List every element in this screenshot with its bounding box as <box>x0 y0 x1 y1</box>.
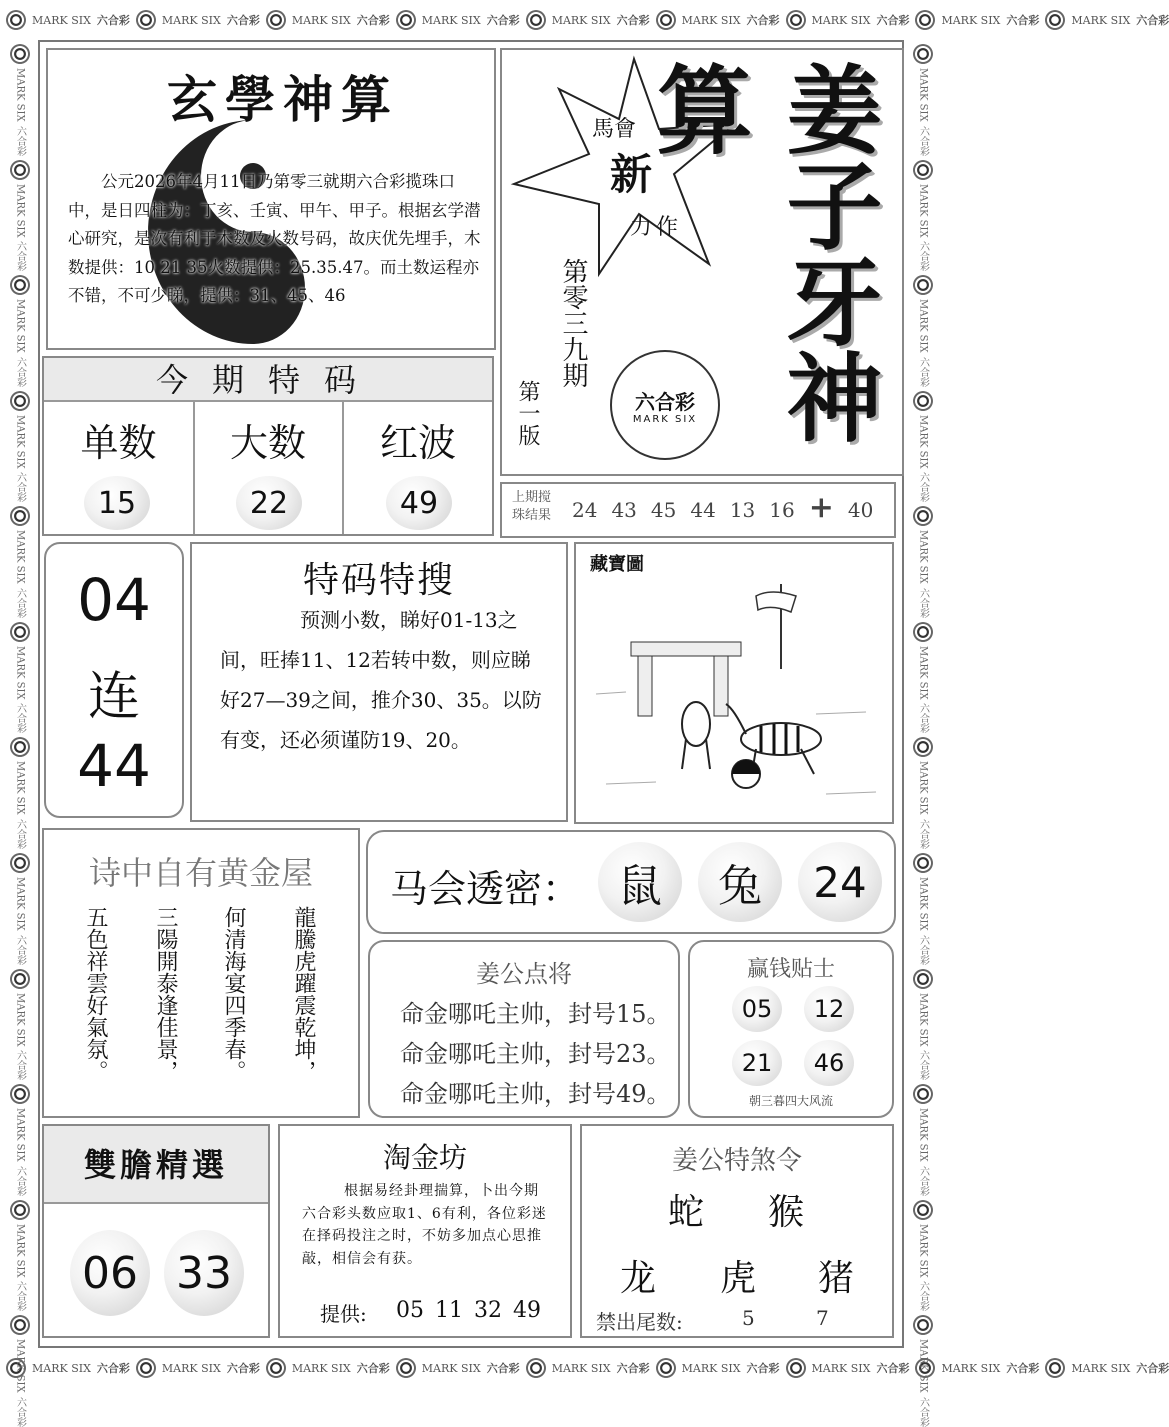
special-panel <box>42 356 494 536</box>
logo-text: 六合彩 <box>635 390 695 414</box>
flower-icon <box>786 10 806 30</box>
lian-panel <box>44 542 184 818</box>
border-mark-text: MARK SIX <box>811 1361 871 1375</box>
flower-icon <box>913 1084 933 1104</box>
flower-icon <box>915 10 935 30</box>
special-result-number: 40 <box>847 498 874 522</box>
border-brand-text: 六合彩 <box>14 125 26 156</box>
border-brand-text: 六合彩 <box>96 1362 130 1375</box>
border-mark-text: MARK SIX <box>14 530 26 584</box>
line-text: 命金哪吒主帅，封号 <box>400 1040 616 1068</box>
border-brand-text: 六合彩 <box>1006 14 1040 27</box>
flower-icon <box>913 160 933 180</box>
taojin-title: 淘金坊 <box>382 1141 467 1174</box>
treasure-panel <box>574 542 894 824</box>
border-brand-text: 六合彩 <box>917 472 929 503</box>
flower-icon <box>396 1358 416 1378</box>
border-brand-text: 六合彩 <box>917 1281 929 1312</box>
border-brand-text: 六合彩 <box>917 125 929 156</box>
jianggong-panel <box>368 940 680 1118</box>
poem-line: 何清海宴四季春。 <box>221 906 246 1082</box>
border-brand-text: 六合彩 <box>917 934 929 965</box>
flower-icon <box>10 622 30 642</box>
special-ball: 15 <box>84 476 150 530</box>
border-brand-text: 六合彩 <box>917 356 929 387</box>
issue-number: 第零三九期 <box>558 258 588 388</box>
win-footer: 朝三暮四大风流 <box>748 1094 833 1108</box>
poem-line: 五色祥雲好氣氛。 <box>83 906 108 1082</box>
lian-mid: 连 <box>87 667 140 727</box>
plus-sign: + <box>808 490 834 525</box>
masthead-panel <box>500 48 904 476</box>
label-line: 上期搅 <box>512 490 552 505</box>
masthead-title: 姜子牙神算 <box>641 60 884 444</box>
flower-icon <box>913 853 933 873</box>
last-result-numbers <box>572 490 874 525</box>
border-mark-text: MARK SIX <box>681 1361 741 1375</box>
result-number: 44 <box>690 498 716 522</box>
line-number: 15 <box>616 1000 647 1028</box>
flower-icon <box>656 10 676 30</box>
border-mark-text: MARK SIX <box>421 13 481 27</box>
border-brand-text: 六合彩 <box>917 587 929 618</box>
border-mark-text: MARK SIX <box>14 299 26 353</box>
flower-icon <box>913 44 933 64</box>
border-brand-text: 六合彩 <box>876 1362 910 1375</box>
border-brand-text: 六合彩 <box>226 14 260 27</box>
last-result-label <box>512 489 551 525</box>
jianggong-title: 姜公点将 <box>476 960 572 988</box>
border-brand-text: 六合彩 <box>1006 1362 1040 1375</box>
shaling-zodiac: 蛇 <box>668 1192 705 1233</box>
border-mark-text: MARK SIX <box>14 1339 26 1393</box>
shaling-tail-label: 禁出尾数: <box>596 1310 683 1334</box>
border-brand-text: 六合彩 <box>917 818 929 849</box>
shaling-tail-number: 5 <box>742 1306 755 1330</box>
border-mark-text: MARK SIX <box>551 1361 611 1375</box>
border-brand-text: 六合彩 <box>14 703 26 734</box>
flower-icon <box>526 1358 546 1378</box>
flower-icon <box>10 1315 30 1335</box>
lian-top: 04 <box>77 566 151 634</box>
border-mark-text: MARK SIX <box>14 1108 26 1162</box>
flower-icon <box>266 1358 286 1378</box>
taojin-provide-numbers: 05 11 32 49 <box>396 1298 541 1323</box>
shuangdan-ball: 06 <box>70 1230 150 1316</box>
border-mark-text: MARK SIX <box>811 13 871 27</box>
border-mark-text: MARK SIX <box>14 183 26 238</box>
flower-icon <box>913 737 933 757</box>
border-brand-text: 六合彩 <box>14 1165 26 1196</box>
border-brand-text: 六合彩 <box>356 1362 390 1375</box>
border-mark-text: MARK SIX <box>917 876 929 931</box>
border-brand-text: 六合彩 <box>917 1396 929 1427</box>
xuanxue-title: 玄學神算 <box>167 70 399 129</box>
bottom-border <box>0 1348 1169 1388</box>
special-label-red: 红波 <box>379 421 456 465</box>
border-mark-text: MARK SIX <box>917 183 929 238</box>
secret-ball: 24 <box>798 842 882 922</box>
border-brand-text: 六合彩 <box>356 14 390 27</box>
label-line: 珠结果 <box>512 508 552 523</box>
border-mark-text: MARK SIX <box>32 13 91 27</box>
flower-icon <box>136 1358 156 1378</box>
border-mark-text: MARK SIX <box>917 1223 929 1278</box>
win-title: 赢钱贴士 <box>746 957 835 982</box>
flower-icon <box>913 391 933 411</box>
line-end: 。 <box>646 1040 671 1068</box>
flower-icon <box>1045 1358 1065 1378</box>
border-mark-text: MARK SIX <box>14 1223 26 1278</box>
border-brand-text: 六合彩 <box>1136 14 1169 27</box>
special-label-odd: 单数 <box>80 421 157 465</box>
border-mark-text: MARK SIX <box>917 761 929 815</box>
top-border <box>0 0 1169 40</box>
lian-bottom: 44 <box>77 732 151 800</box>
flower-icon <box>10 737 30 757</box>
border-mark-text: MARK SIX <box>161 13 221 27</box>
border-mark-text: MARK SIX <box>681 13 741 27</box>
result-number: 43 <box>611 498 637 522</box>
poem-title: 诗中自有黄金屋 <box>88 854 313 892</box>
border-brand-text: 六合彩 <box>14 241 26 272</box>
jianggong-line <box>400 1034 671 1074</box>
poem-line: 三陽開泰逢佳景， <box>153 906 178 1082</box>
border-mark-text: MARK SIX <box>917 530 929 584</box>
search-body: 预测小数，睇好01-13之间，旺捧11、12若转中数，则应睇好27—39之间，推介30、35。以防有变，还必须谨防19、20。 <box>220 608 542 752</box>
border-mark-text: MARK SIX <box>917 68 929 122</box>
border-brand-text: 六合彩 <box>14 472 26 503</box>
border-mark-text: MARK SIX <box>14 761 26 815</box>
secret-ball: 鼠 <box>598 842 682 922</box>
jianggong-lines <box>400 994 671 1114</box>
special-header: 今期特码 <box>44 358 492 402</box>
jianggong-line <box>400 994 671 1034</box>
special-label-big: 大数 <box>229 421 306 465</box>
win-ball: 46 <box>804 1040 854 1086</box>
treasure-illustration <box>586 574 886 814</box>
flower-icon <box>913 275 933 295</box>
border-brand-text: 六合彩 <box>746 1362 780 1375</box>
special-ball: 22 <box>236 476 302 530</box>
border-brand-text: 六合彩 <box>486 1362 520 1375</box>
star-center-text: 新 <box>610 150 653 199</box>
secret-label: 马会透密： <box>390 867 581 911</box>
flower-icon <box>10 275 30 295</box>
win-ball: 05 <box>732 986 782 1032</box>
border-mark-text: MARK SIX <box>917 1339 929 1393</box>
border-mark-text: MARK SIX <box>941 1361 1001 1375</box>
mark-six-logo <box>610 350 720 460</box>
shaling-zodiac: 虎 <box>720 1258 757 1299</box>
border-brand-text: 六合彩 <box>876 14 910 27</box>
shuangdan-ball: 33 <box>164 1230 244 1316</box>
flower-icon <box>10 969 30 989</box>
flower-icon <box>913 506 933 526</box>
poem-line: 龍騰虎躍震乾坤， <box>291 906 316 1082</box>
edition-label: 第一版 <box>515 380 540 446</box>
last-result-panel <box>500 482 896 538</box>
line-end: 。 <box>646 1080 671 1108</box>
border-mark-text: MARK SIX <box>917 992 929 1047</box>
xuanxue-panel <box>46 48 496 350</box>
border-brand-text: 六合彩 <box>14 1281 26 1312</box>
flower-icon <box>396 10 416 30</box>
jianggong-line <box>400 1074 671 1114</box>
border-mark-text: MARK SIX <box>14 414 26 469</box>
border-mark-text: MARK SIX <box>291 13 351 27</box>
logo-sub: MARK SIX <box>632 414 698 425</box>
shaling-zodiac: 龙 <box>620 1258 657 1299</box>
result-number: 45 <box>650 498 677 522</box>
border-mark-text: MARK SIX <box>917 299 929 353</box>
border-mark-text: MARK SIX <box>917 1108 929 1162</box>
flower-icon <box>526 10 546 30</box>
star-top-text: 馬會 <box>592 117 637 142</box>
border-mark-text: MARK SIX <box>32 1361 91 1375</box>
border-mark-text: MARK SIX <box>917 414 929 469</box>
xuanxue-body: 公元2026年4月11日乃第零三就期六合彩揽珠口中，是日四柱为：丁亥、壬寅、甲午、甲子。根据玄学潜心研究，是次有利于木数及火数号码，故庆优先埋手，木数提供：10 21 35火数提供：25.35.47。而土数运程亦不错，不可少睇，提供：31、45、46 <box>68 172 481 305</box>
special-ball: 49 <box>386 476 452 530</box>
shaling-title: 姜公特煞令 <box>671 1146 802 1176</box>
border-mark-text: MARK SIX <box>1071 13 1131 27</box>
shuangdan-panel <box>42 1124 270 1338</box>
border-mark-text: MARK SIX <box>917 645 929 700</box>
flower-icon <box>913 622 933 642</box>
border-brand-text: 六合彩 <box>746 14 780 27</box>
line-number: 49 <box>616 1080 647 1108</box>
border-mark-text: MARK SIX <box>291 1361 351 1375</box>
border-brand-text: 六合彩 <box>1136 1362 1169 1375</box>
border-mark-text: MARK SIX <box>551 13 611 27</box>
taojin-panel <box>278 1124 572 1338</box>
flower-icon <box>656 1358 676 1378</box>
line-end: 。 <box>646 1000 671 1028</box>
line-text: 命金哪吒主帅，封号 <box>400 1000 616 1028</box>
flower-icon <box>10 1084 30 1104</box>
flower-icon <box>913 1315 933 1335</box>
flower-icon <box>136 10 156 30</box>
result-number: 13 <box>729 498 756 522</box>
border-mark-text: MARK SIX <box>941 13 1001 27</box>
border-mark-text: MARK SIX <box>14 876 26 931</box>
border-brand-text: 六合彩 <box>14 934 26 965</box>
line-text: 命金哪吒主帅，封号 <box>400 1080 616 1108</box>
border-brand-text: 六合彩 <box>14 356 26 387</box>
border-mark-text: MARK SIX <box>1071 1361 1131 1375</box>
border-brand-text: 六合彩 <box>917 1165 929 1196</box>
treasure-title: 藏寶圖 <box>590 554 644 575</box>
win-ball: 12 <box>804 986 854 1032</box>
border-brand-text: 六合彩 <box>14 818 26 849</box>
poem-panel <box>42 828 360 1118</box>
border-mark-text: MARK SIX <box>161 1361 221 1375</box>
border-brand-text: 六合彩 <box>226 1362 260 1375</box>
border-brand-text: 六合彩 <box>486 14 520 27</box>
border-brand-text: 六合彩 <box>616 14 650 27</box>
flower-icon <box>913 969 933 989</box>
border-brand-text: 六合彩 <box>96 14 130 27</box>
flower-icon <box>6 10 26 30</box>
taojin-provide-label: 提供: <box>320 1302 367 1326</box>
flower-icon <box>10 506 30 526</box>
secret-ball: 兔 <box>698 842 782 922</box>
shaling-tail-number: 7 <box>816 1306 829 1330</box>
left-border <box>0 40 40 1427</box>
taojin-body: 根据易经卦理揣算，卜出今期六合彩头数应取1、6有利，各位彩迷在择码投注之时，不妨多加点心思推敲，相信会有获。 <box>302 1183 547 1267</box>
border-mark-text: MARK SIX <box>421 1361 481 1375</box>
border-brand-text: 六合彩 <box>14 1050 26 1081</box>
search-title: 特码特搜 <box>302 560 455 601</box>
result-number: 24 <box>572 498 598 522</box>
secret-panel <box>366 830 896 934</box>
border-mark-text: MARK SIX <box>14 68 26 122</box>
flower-icon <box>10 1200 30 1220</box>
border-mark-text: MARK SIX <box>14 645 26 700</box>
flower-icon <box>10 391 30 411</box>
shuangdan-title: 雙膽精選 <box>44 1126 268 1204</box>
border-brand-text: 六合彩 <box>14 1396 26 1427</box>
flower-icon <box>786 1358 806 1378</box>
flower-icon <box>10 44 30 64</box>
line-number: 23 <box>616 1040 647 1068</box>
result-number: 16 <box>769 498 795 522</box>
right-border <box>903 40 943 1427</box>
border-brand-text: 六合彩 <box>917 241 929 272</box>
border-mark-text: MARK SIX <box>14 992 26 1047</box>
flower-icon <box>266 10 286 30</box>
search-panel <box>190 542 568 822</box>
shaling-panel <box>580 1124 894 1338</box>
border-brand-text: 六合彩 <box>917 703 929 734</box>
flower-icon <box>913 1200 933 1220</box>
flower-icon <box>10 160 30 180</box>
shaling-zodiac: 猪 <box>818 1258 855 1299</box>
flower-icon <box>1045 10 1065 30</box>
win-ball: 21 <box>732 1040 782 1086</box>
border-brand-text: 六合彩 <box>14 587 26 618</box>
star-bottom-text: 力作 <box>630 215 683 240</box>
flower-icon <box>10 853 30 873</box>
shaling-zodiac: 猴 <box>768 1192 805 1233</box>
border-brand-text: 六合彩 <box>616 1362 650 1375</box>
win-panel <box>688 940 894 1118</box>
border-brand-text: 六合彩 <box>917 1050 929 1081</box>
